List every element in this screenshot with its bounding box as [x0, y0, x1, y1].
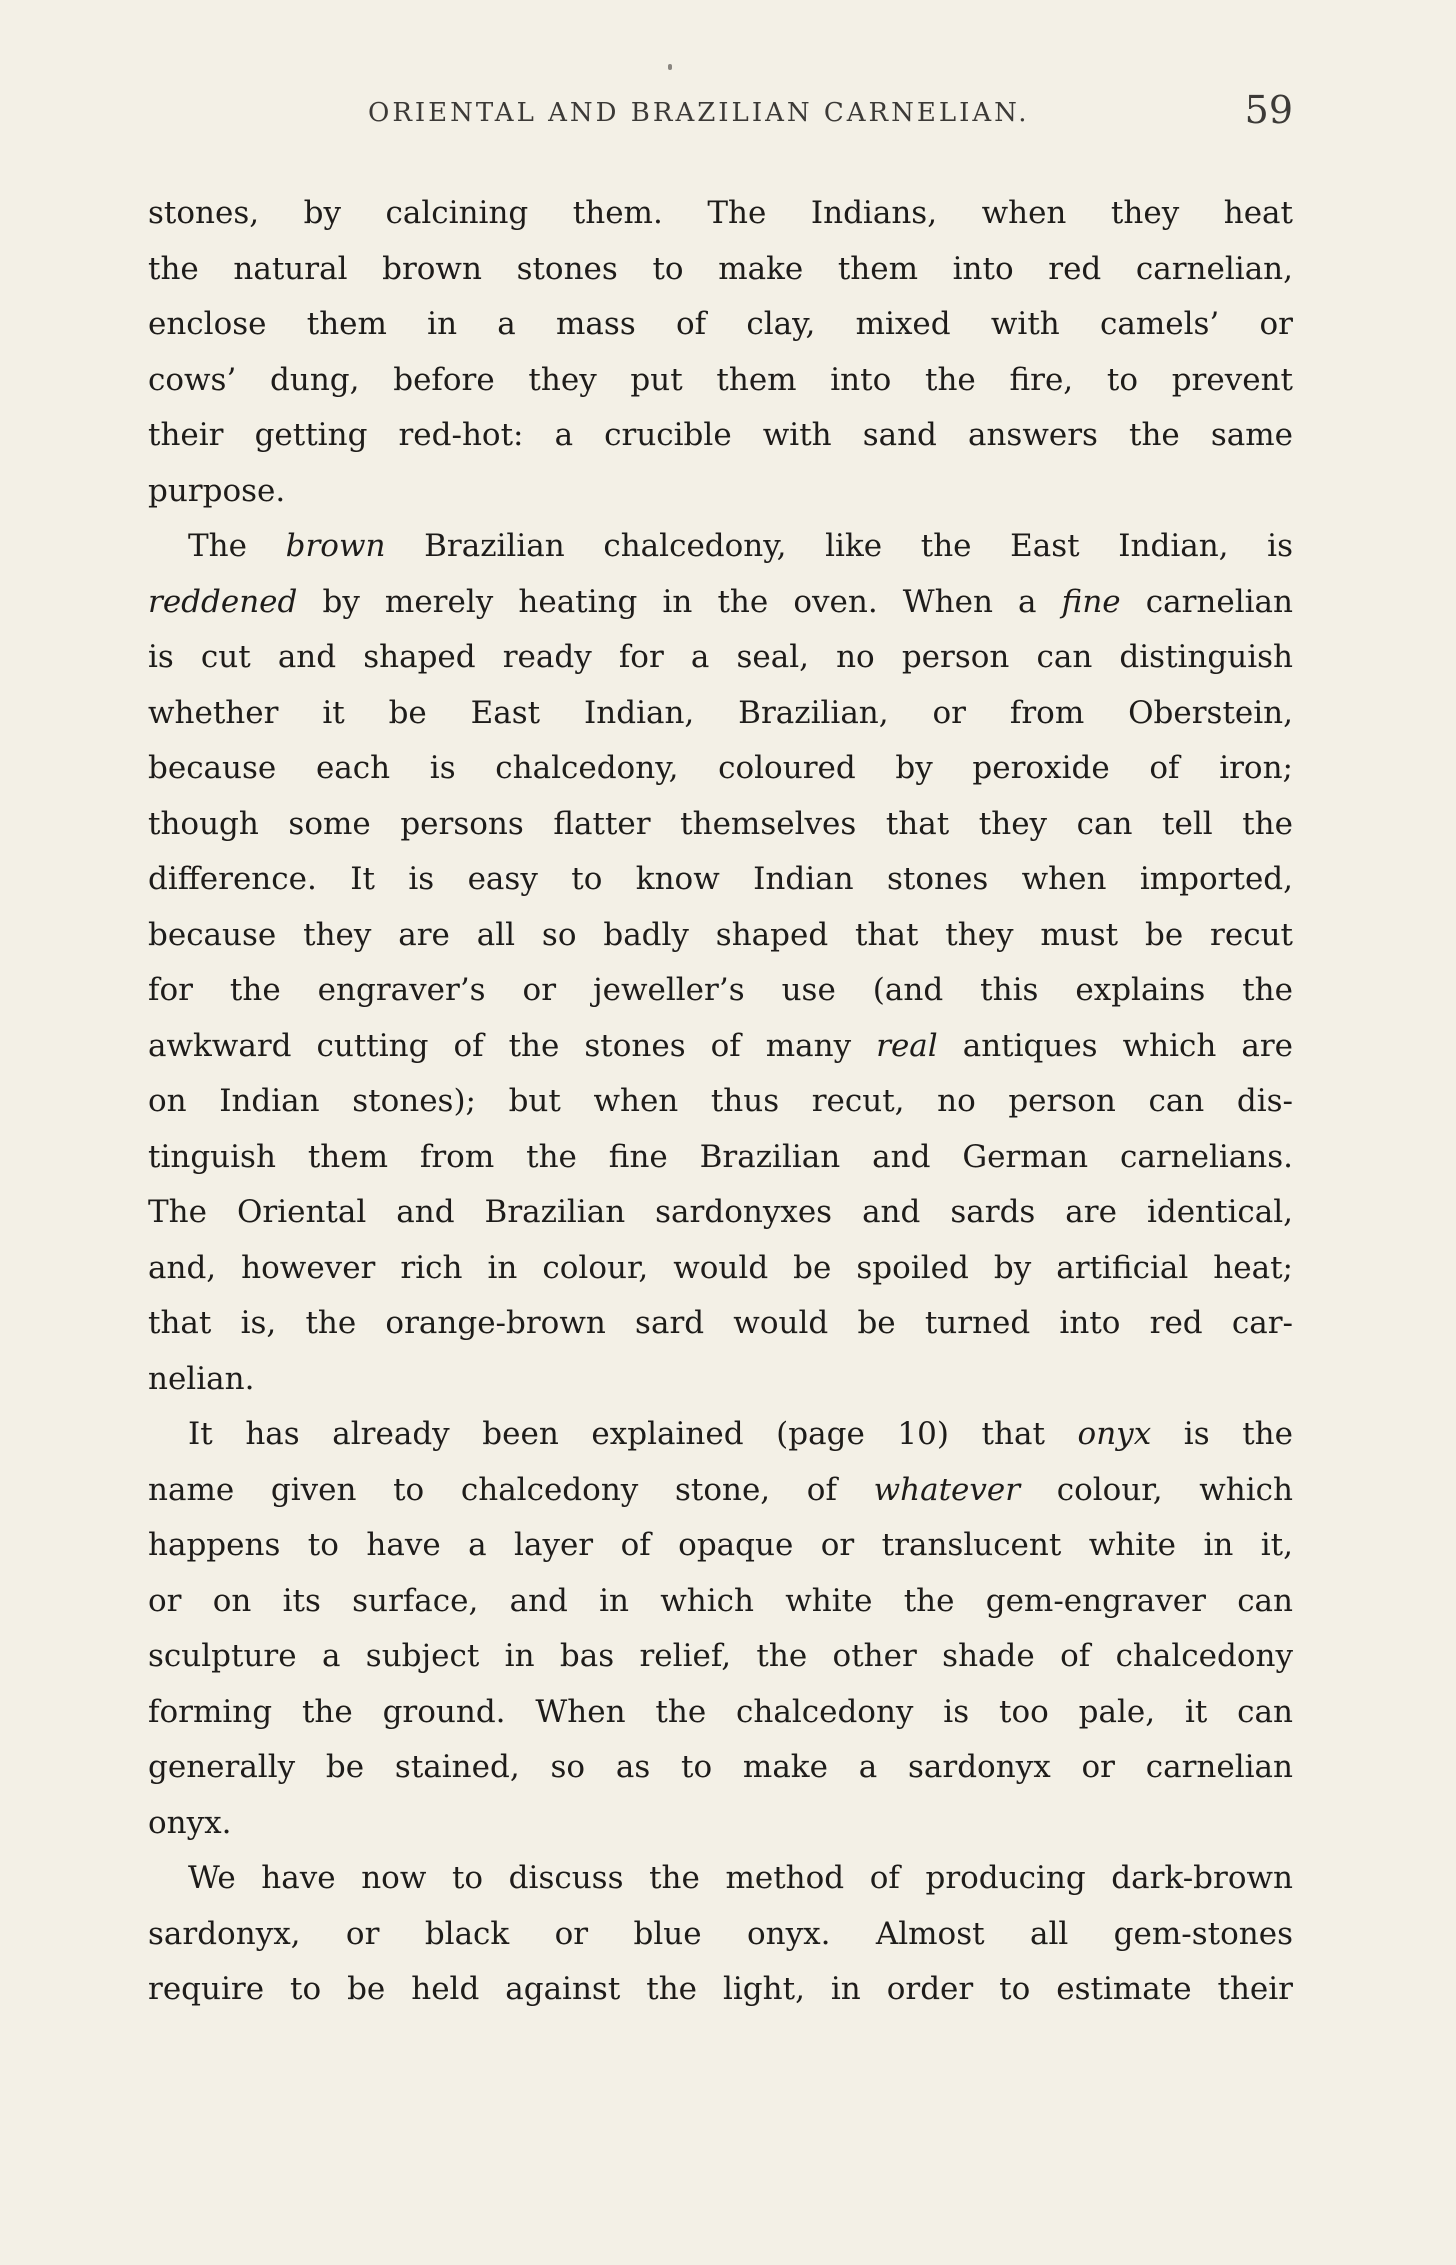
- running-title: ORIENTAL AND BRAZILIAN CARNELIAN.: [368, 98, 1030, 128]
- text-segment: forming the ground. When the chalcedony is too pale, it can: [148, 1693, 1293, 1730]
- italic-text: fine: [1061, 583, 1121, 620]
- text-segment: We have now to discuss the method of producing dark-brown: [188, 1860, 1293, 1896]
- text-segment: nelian.: [148, 1360, 255, 1397]
- text-segment: tinguish them from the fine Brazilian and German carnelians.: [148, 1138, 1293, 1175]
- text-segment: and, however rich in colour, would be spoiled by artificial heat;: [148, 1249, 1293, 1286]
- text-segment: name given to chalcedony stone, of: [148, 1471, 874, 1508]
- text-segment: for the engraver’s or jeweller’s use (and this explains the: [148, 972, 1293, 1008]
- text-line: [148, 1962, 1293, 2018]
- text-segment: stones, by calcining them. The Indians, when they heat: [148, 195, 1293, 231]
- text-segment: that is, the orange-brown sard would be turned into red car-: [148, 1305, 1293, 1341]
- text-segment: difference. It is easy to know Indian stones when imported,: [148, 861, 1293, 897]
- text-line: [148, 1907, 1293, 1963]
- text-line: [148, 1518, 1293, 1574]
- text-segment: Brazilian chalcedony, like the East Indian, is: [385, 528, 1293, 564]
- text-segment: purpose.: [148, 472, 286, 509]
- text-segment: The: [188, 528, 286, 564]
- text-segment: carnelian: [1120, 583, 1293, 620]
- stray-ink-mark: [668, 64, 672, 70]
- text-line: [148, 1019, 1293, 1075]
- running-head: [148, 88, 1293, 138]
- body-text: [148, 186, 1293, 2018]
- text-segment: by merely heating in the oven. When a: [297, 583, 1062, 620]
- text-segment: cows’ dung, before they put them into the fire, to prevent: [148, 361, 1293, 398]
- text-segment: is cut and shaped ready for a seal, no person can distinguish: [148, 639, 1293, 675]
- text-segment: their getting red-hot: a crucible with sand answers the same: [148, 417, 1293, 453]
- italic-text: whatever: [873, 1471, 1021, 1508]
- text-segment: is the: [1151, 1416, 1293, 1452]
- page-number: 59: [1244, 88, 1293, 132]
- text-line: [148, 963, 1293, 1019]
- text-line: [148, 1796, 1293, 1852]
- text-line: [148, 1851, 1293, 1907]
- text-line: [148, 519, 1293, 575]
- italic-text: reddened: [148, 583, 298, 620]
- italic-text: brown: [285, 528, 386, 564]
- text-line: [148, 353, 1293, 409]
- text-segment: colour, which: [1020, 1471, 1293, 1508]
- text-line: [148, 408, 1293, 464]
- text-line: [148, 797, 1293, 853]
- text-line: [148, 186, 1293, 242]
- text-line: [148, 630, 1293, 686]
- text-line: [148, 1629, 1293, 1685]
- text-segment: because each is chalcedony, coloured by peroxide of iron;: [148, 750, 1293, 786]
- text-segment: because they are all so badly shaped that they must be recut: [148, 916, 1293, 953]
- text-segment: onyx.: [148, 1804, 232, 1841]
- text-line: [148, 1130, 1293, 1186]
- text-line: [148, 242, 1293, 298]
- text-segment: on Indian stones); but when thus recut, no person can dis-: [148, 1083, 1293, 1119]
- text-segment: sardonyx, or black or blue onyx. Almost all gem-stones: [148, 1915, 1293, 1952]
- text-segment: enclose them in a mass of clay, mixed with camels’ or: [148, 306, 1293, 342]
- text-segment: sculpture a subject in bas relief, the other shade of chalcedony: [148, 1638, 1293, 1674]
- italic-text: real: [876, 1027, 938, 1064]
- text-line: [148, 1241, 1293, 1297]
- text-segment: require to be held against the light, in order to estimate their: [148, 1971, 1293, 2007]
- text-segment: The Oriental and Brazilian sardonyxes and sards are identical,: [148, 1194, 1293, 1230]
- text-line: [148, 1685, 1293, 1741]
- text-segment: whether it be East Indian, Brazilian, or from Oberstein,: [148, 694, 1293, 731]
- text-line: [148, 1574, 1293, 1630]
- text-segment: though some persons flatter themselves that they can tell the: [148, 805, 1293, 842]
- italic-text: onyx: [1077, 1416, 1152, 1452]
- text-line: [148, 1185, 1293, 1241]
- text-segment: antiques which are: [937, 1027, 1293, 1064]
- text-line: [148, 1074, 1293, 1130]
- text-segment: generally be stained, so as to make a sardonyx or carnelian: [148, 1749, 1293, 1785]
- text-segment: or on its surface, and in which white the gem-engraver can: [148, 1582, 1293, 1619]
- text-line: [148, 852, 1293, 908]
- text-line: [148, 1740, 1293, 1796]
- text-line: [148, 741, 1293, 797]
- text-line: [148, 575, 1293, 631]
- text-segment: awkward cutting of the stones of many: [148, 1027, 877, 1064]
- text-line: [148, 464, 1293, 520]
- text-line: [148, 686, 1293, 742]
- text-segment: happens to have a layer of opaque or translucent white in it,: [148, 1527, 1293, 1563]
- text-line: [148, 1352, 1293, 1408]
- text-segment: the natural brown stones to make them into red carnelian,: [148, 250, 1293, 287]
- text-segment: It has already been explained (page 10) that: [188, 1416, 1078, 1452]
- text-line: [148, 297, 1293, 353]
- text-line: [148, 1407, 1293, 1463]
- text-line: [148, 1296, 1293, 1352]
- text-line: [148, 1463, 1293, 1519]
- text-line: [148, 908, 1293, 964]
